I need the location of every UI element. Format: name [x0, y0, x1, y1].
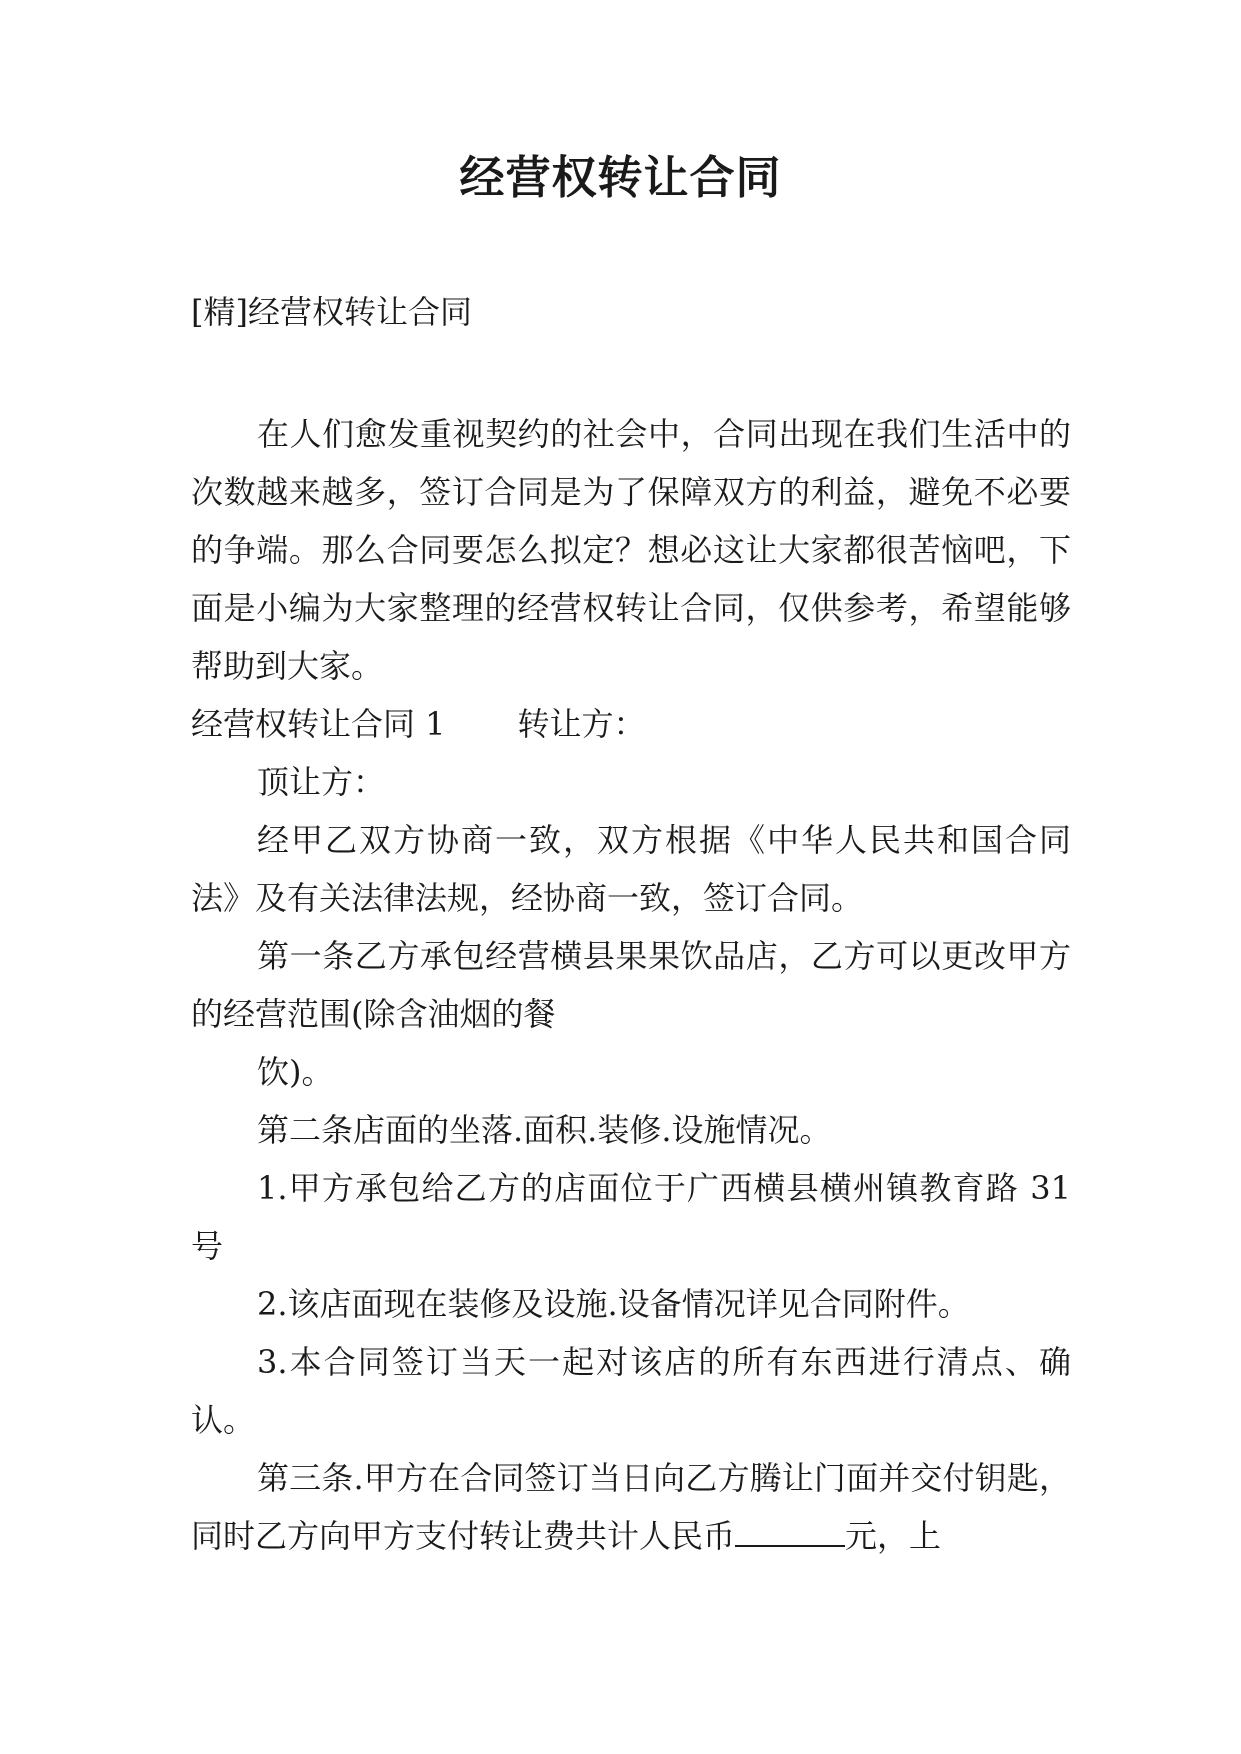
document-subtitle: [精]经营权转让合同	[191, 293, 472, 331]
amount-blank	[735, 1515, 845, 1547]
document-body	[191, 405, 1071, 1565]
transferee-label: 顶让方：	[257, 763, 386, 801]
article-2-item-2: 2.该店面现在装修及设施.设备情况详见合同附件。	[257, 1285, 970, 1323]
article-3-text-end: 元，上	[845, 1517, 942, 1555]
intro-paragraph: 在人们愈发重视契约的社会中，合同出现在我们生活中的次数越来越多，签订合同是为了保障双方的利益，避免不必要的争端。那么合同要怎么拟定？想必这让大家都很苦恼吧，下面是小编为大家整理的经营权转让合同，仅供参考，希望能够帮助到大家。	[191, 415, 1071, 685]
article-2: 第二条店面的坐落.面积.装修.设施情况。	[257, 1111, 832, 1149]
article-3	[191, 1449, 1071, 1565]
transferor-label: 转让方：	[517, 705, 646, 743]
contract-heading: 经营权转让合同 1	[191, 705, 446, 743]
document-title: 经营权转让合同	[459, 151, 782, 204]
agreement-paragraph: 经甲乙双方协商一致，双方根据《中华人民共和国合同法》及有关法律法规，经协商一致，签订合同。	[191, 821, 1071, 917]
article-2-item-3: 3.本合同签订当天一起对该店的所有东西进行清点、确认。	[191, 1343, 1071, 1439]
article-1-continued: 饮)。	[257, 1053, 334, 1091]
article-3-text: 第三条.甲方在合同签订当日向乙方腾让门面并交付钥匙，同时乙方向甲方支付转让费共计人民币	[191, 1459, 1071, 1555]
article-1: 第一条乙方承包经营横县果果饮品店，乙方可以更改甲方的经营范围(除含油烟的餐	[191, 937, 1071, 1033]
contract-heading-line	[191, 695, 1071, 753]
article-2-item-1: 1.甲方承包给乙方的店面位于广西横县横州镇教育路 31 号	[191, 1169, 1071, 1265]
